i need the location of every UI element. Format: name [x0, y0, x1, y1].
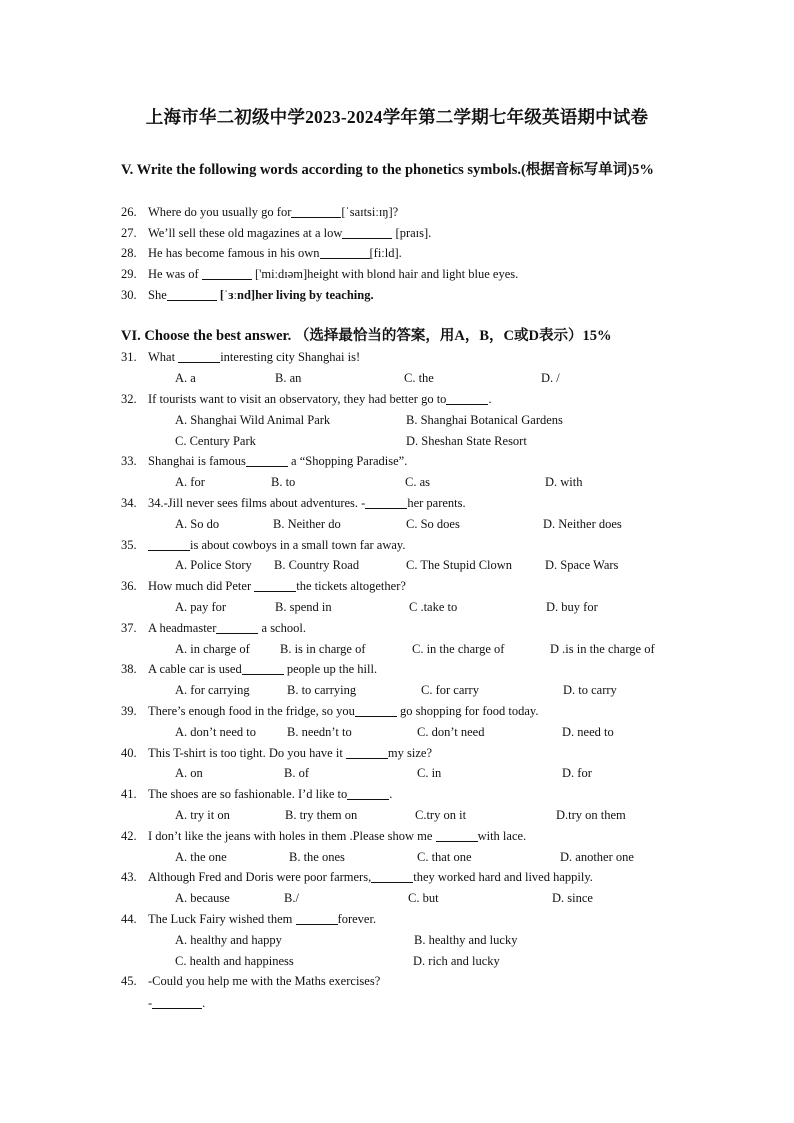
option-b[interactable]: B. to carrying: [287, 683, 357, 697]
answer-blank[interactable]: [342, 225, 392, 239]
question-33: [121, 452, 681, 470]
question-number: 32.: [121, 392, 137, 406]
options-44-cd: [121, 952, 681, 970]
option-b[interactable]: B. try them on: [285, 808, 358, 822]
option-c[interactable]: C. don’t need: [417, 725, 485, 739]
options-35: [121, 556, 681, 574]
section-6-heading: VI. Choose the best answer. （选择最恰当的答案，用A，B，C或D表示）15%: [121, 328, 612, 344]
question-36: [121, 577, 681, 595]
option-d[interactable]: D. /: [541, 371, 560, 385]
question-38: [121, 660, 681, 678]
question-stem: She [ˈɜːnd]her living by teaching.: [148, 288, 374, 302]
question-stem: He has become famous in his own [fiːld].: [148, 246, 402, 260]
question-number: 29.: [121, 267, 137, 281]
answer-blank[interactable]: [320, 245, 370, 259]
option-c[interactable]: C. So does: [406, 517, 460, 531]
option-d[interactable]: D. another one: [560, 850, 634, 864]
question-number: 36.: [121, 579, 137, 593]
question-number: 33.: [121, 454, 137, 468]
question-number: 40.: [121, 746, 137, 760]
option-c[interactable]: C .take to: [409, 600, 458, 614]
option-a[interactable]: A. because: [175, 891, 230, 905]
options-41: [121, 806, 681, 824]
options-33: [121, 473, 681, 491]
question-35: [121, 536, 681, 554]
question-41: [121, 785, 681, 803]
option-c[interactable]: C. health and happiness: [175, 954, 294, 968]
question-number: 38.: [121, 662, 137, 676]
option-b[interactable]: B. of: [284, 766, 309, 780]
option-b[interactable]: B. Neither do: [273, 517, 341, 531]
question-stem: A cable car is used people up the hill.: [148, 662, 378, 676]
option-a[interactable]: A. Police Story: [175, 558, 252, 572]
option-d[interactable]: D. rich and lucky: [413, 954, 500, 968]
option-a[interactable]: A. in charge of: [175, 642, 250, 656]
options-42: [121, 848, 681, 866]
option-d[interactable]: D. to carry: [563, 683, 617, 697]
option-d[interactable]: D. buy for: [546, 600, 598, 614]
question-stem: Where do you usually go for [ˈsaɪtsiːɪŋ]?: [148, 205, 399, 219]
question-39: [121, 702, 681, 720]
option-d[interactable]: D. Space Wars: [545, 558, 619, 572]
option-b[interactable]: B. healthy and lucky: [414, 933, 518, 947]
option-d[interactable]: D. since: [552, 891, 593, 905]
question-37: [121, 619, 681, 637]
answer-blank[interactable]: [291, 204, 341, 218]
question-stem: I don’t like the jeans with holes in them .Please show me with lace.: [148, 829, 527, 843]
question-32: [121, 390, 681, 408]
question-stem: He was of ['miːdɪəm]height with blond hair and light blue eyes.: [148, 267, 519, 281]
option-c[interactable]: C. in the charge of: [412, 642, 505, 656]
option-b[interactable]: B. an: [275, 371, 302, 385]
answer-blank[interactable]: [178, 349, 220, 363]
option-c[interactable]: C. as: [405, 475, 430, 489]
question-stem: This T-shirt is too tight. Do you have it my size?: [148, 746, 433, 760]
question-stem: 34.-Jill never sees films about adventures. - her parents.: [148, 496, 466, 510]
option-a[interactable]: A. don’t need to: [175, 725, 257, 739]
option-c[interactable]: C. that one: [417, 850, 472, 864]
question-number: 43.: [121, 870, 137, 884]
question-stem: What interesting city Shanghai is!: [148, 350, 361, 364]
options-37: [121, 640, 681, 658]
question-number: 34.: [121, 496, 137, 510]
option-a[interactable]: A. Shanghai Wild Animal Park: [175, 413, 331, 427]
option-b[interactable]: B. Shanghai Botanical Gardens: [406, 413, 563, 427]
question-number: 35.: [121, 538, 137, 552]
question-44: [121, 910, 681, 928]
answer-blank[interactable]: [202, 266, 252, 280]
question-number: 37.: [121, 621, 137, 635]
option-d[interactable]: D .is in the charge of: [550, 642, 655, 656]
option-a[interactable]: A. for: [175, 475, 205, 489]
question-number: 42.: [121, 829, 137, 843]
option-b[interactable]: B. spend in: [275, 600, 332, 614]
option-d[interactable]: D. with: [545, 475, 583, 489]
question-number: 45.: [121, 974, 137, 988]
question-34: [121, 494, 681, 512]
question-number: 39.: [121, 704, 137, 718]
question-31: [121, 348, 681, 366]
question-27: [121, 224, 681, 242]
question-45-answer-line: [121, 994, 681, 1012]
options-44-ab: [121, 931, 681, 949]
question-28: [121, 244, 681, 262]
question-stem: Although Fred and Doris were poor farmers, they worked hard and lived happily.: [148, 870, 593, 884]
answer-blank[interactable]: [246, 453, 288, 467]
options-36: [121, 598, 681, 616]
option-a[interactable]: A. try it on: [175, 808, 230, 822]
answer-blank[interactable]: [436, 828, 478, 842]
question-number: 27.: [121, 226, 137, 240]
question-stem: Shanghai is famous a “Shopping Paradise”.: [148, 454, 408, 468]
question-40: [121, 744, 681, 762]
section-5-heading: V. Write the following words according to the phonetics symbols.(根据音标写单词)5%: [121, 162, 654, 178]
answer-blank[interactable]: [242, 661, 284, 675]
question-45: [121, 972, 681, 990]
option-c[interactable]: C. for carry: [421, 683, 479, 697]
option-c[interactable]: C. Century Park: [175, 434, 256, 448]
question-stem: A headmaster a school.: [148, 621, 306, 635]
answer-blank[interactable]: [371, 869, 413, 883]
options-39: [121, 723, 681, 741]
option-d[interactable]: D. Neither does: [543, 517, 622, 531]
question-30: [121, 286, 681, 304]
option-a[interactable]: A. for carrying: [175, 683, 250, 697]
question-43: [121, 868, 681, 886]
option-b[interactable]: B. is in charge of: [280, 642, 366, 656]
option-c[interactable]: C. but: [408, 891, 439, 905]
question-stem: We’ll sell these old magazines at a low [praɪs].: [148, 226, 432, 240]
answer-blank[interactable]: [355, 703, 397, 717]
question-stem: How much did Peter the tickets altogether?: [148, 579, 406, 593]
option-c[interactable]: C. the: [404, 371, 434, 385]
question-stem: is about cowboys in a small town far away.: [148, 536, 405, 554]
options-32-cd: [121, 432, 681, 450]
option-c[interactable]: C.try on it: [415, 808, 467, 822]
option-d[interactable]: D. need to: [562, 725, 614, 739]
answer-blank[interactable]: [347, 786, 389, 800]
options-43: [121, 889, 681, 907]
option-a[interactable]: A. healthy and happy: [175, 933, 282, 947]
question-stem: If tourists want to visit an observatory, they had better go to .: [148, 392, 492, 406]
options-31: [121, 369, 681, 387]
options-38: [121, 681, 681, 699]
exam-title: 上海市华二初级中学2023-2024学年第二学期七年级英语期中试卷: [145, 107, 649, 127]
answer-blank[interactable]: [254, 578, 296, 592]
option-b[interactable]: B. the ones: [289, 850, 345, 864]
question-26: [121, 203, 681, 221]
option-a[interactable]: A. a: [175, 371, 196, 385]
option-a[interactable]: A. the one: [175, 850, 227, 864]
question-stem: -Could you help me with the Maths exercises?: [148, 974, 381, 988]
option-b[interactable]: B. Country Road: [274, 558, 360, 572]
option-d[interactable]: D. for: [562, 766, 592, 780]
answer-blank[interactable]: [446, 391, 488, 405]
question-stem: The shoes are so fashionable. I’d like to .: [148, 787, 393, 801]
answer-blank[interactable]: [167, 287, 217, 301]
option-c[interactable]: C. in: [417, 766, 442, 780]
options-34: [121, 515, 681, 533]
option-c[interactable]: C. The Stupid Clown: [406, 558, 513, 572]
question-stem: There’s enough food in the fridge, so you go shopping for food today.: [148, 704, 539, 718]
option-a[interactable]: A. on: [175, 766, 203, 780]
option-a[interactable]: A. So do: [175, 517, 220, 531]
answer-line: - .: [148, 996, 206, 1010]
question-42: [121, 827, 681, 845]
option-b[interactable]: B. needn’t to: [287, 725, 352, 739]
option-a[interactable]: A. pay for: [175, 600, 227, 614]
option-b[interactable]: B./: [284, 891, 299, 905]
answer-blank[interactable]: [365, 495, 407, 509]
option-d[interactable]: D. Sheshan State Resort: [406, 434, 527, 448]
options-32-ab: [121, 411, 681, 429]
question-number: 44.: [121, 912, 137, 926]
answer-blank[interactable]: [346, 745, 388, 759]
question-29: [121, 265, 681, 283]
answer-blank[interactable]: [152, 995, 202, 1009]
question-stem: The Luck Fairy wished them forever.: [148, 912, 377, 926]
answer-blank[interactable]: [148, 537, 190, 551]
option-b[interactable]: B. to: [271, 475, 296, 489]
option-d[interactable]: D.try on them: [556, 808, 626, 822]
question-number: 41.: [121, 787, 137, 801]
answer-blank[interactable]: [296, 911, 338, 925]
options-40: [121, 764, 681, 782]
question-number: 31.: [121, 350, 137, 364]
question-number: 30.: [121, 288, 137, 302]
answer-blank[interactable]: [216, 620, 258, 634]
question-number: 26.: [121, 205, 137, 219]
question-number: 28.: [121, 246, 137, 260]
